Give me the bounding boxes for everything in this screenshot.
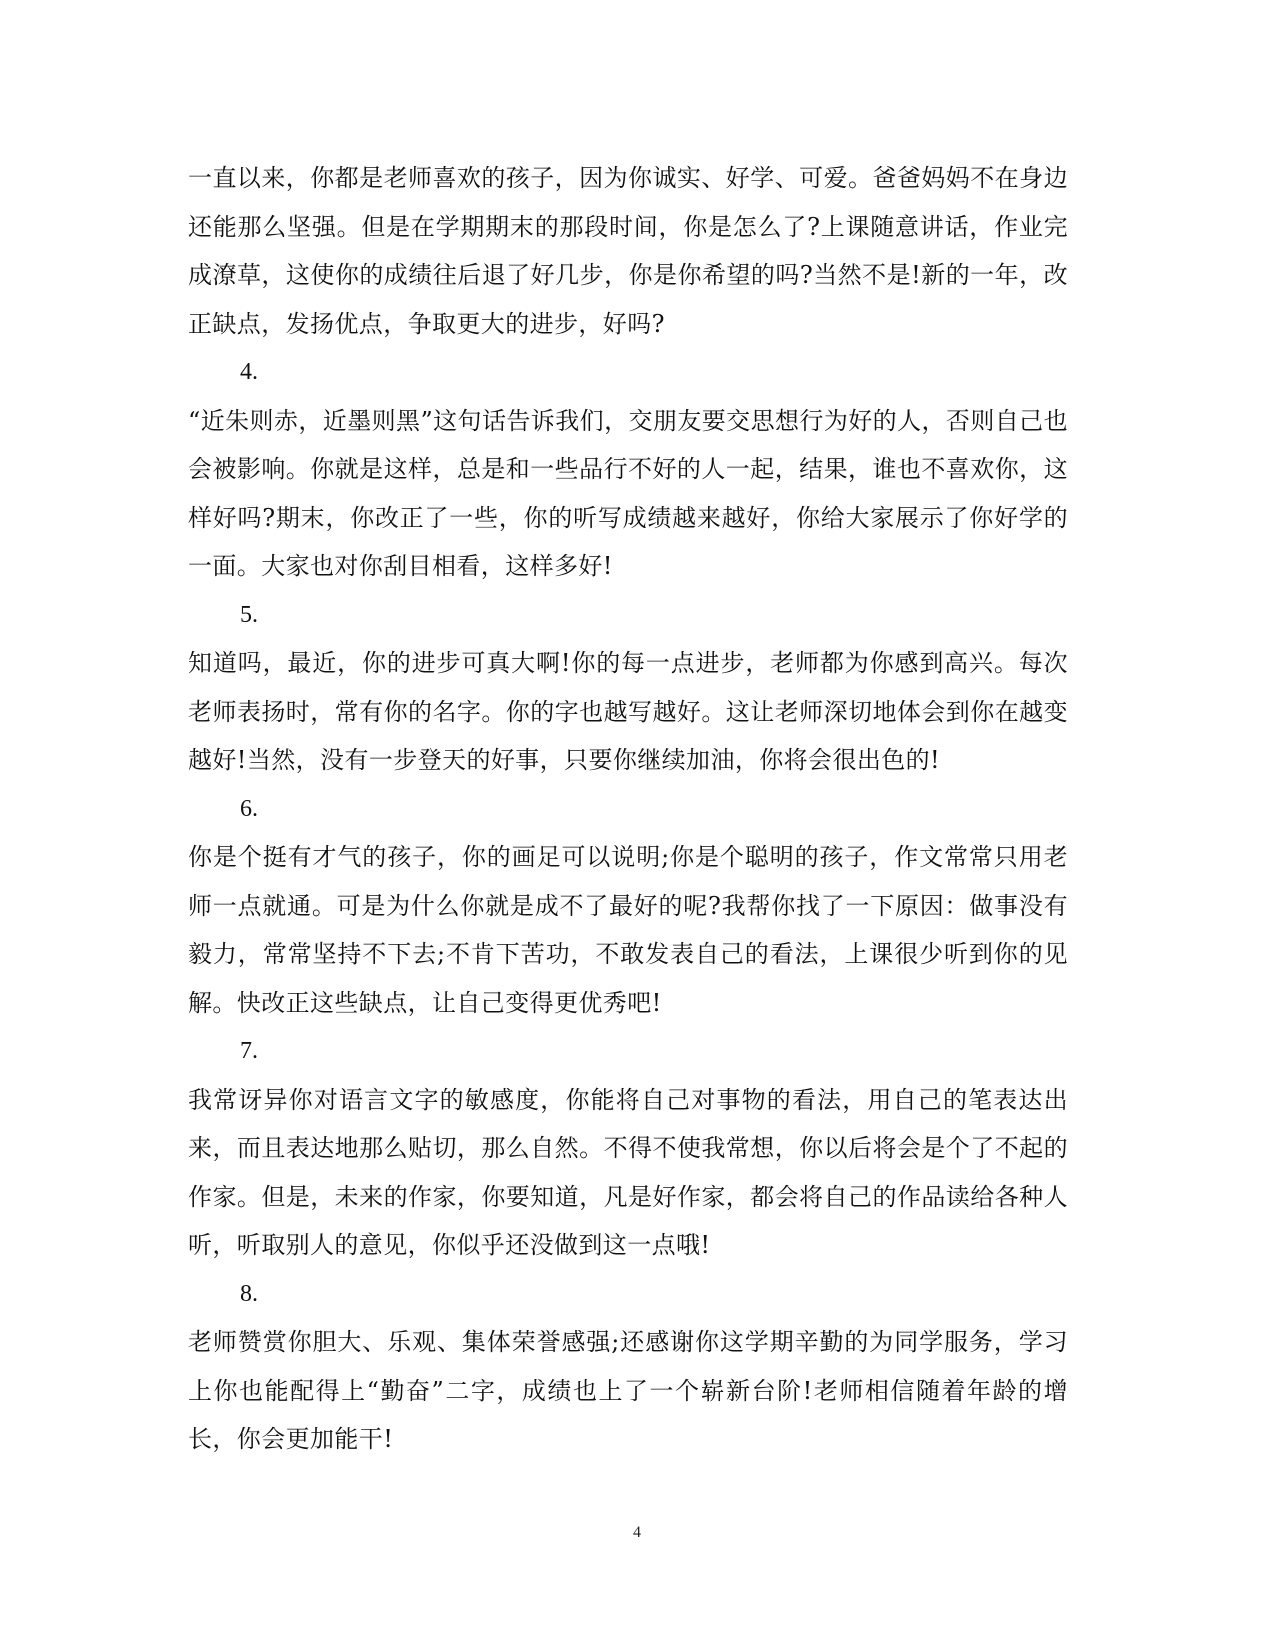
item-number-4: 4. [240, 359, 258, 385]
item-number-7: 7. [240, 1038, 258, 1064]
comment-paragraph-7: 我常讶异你对语言文字的敏感度，你能将自己对事物的看法，用自己的笔表达出来，而且表达地那么贴切，那么自然。不得不使我常想，你以后将会是个了不起的作家。但是，未来的作家，你要知道，凡是好作家，都会将自己的作品读给各种人听，听取别人的意见，你似乎还没做到这一点哦! [188, 1085, 1068, 1259]
document-body [188, 154, 1068, 1464]
item-number-6: 6. [240, 795, 258, 822]
item-number-5: 5. [240, 601, 258, 628]
comment-paragraph-5: 知道吗，最近，你的进步可真大啊!你的每一点进步，老师都为你感到高兴。每次老师表扬时，常有你的名字。你的字也越写越好。这让老师深切地体会到你在越变越好!当然，没有一步登天的好事，只要你继续加油，你将会很出色的! [188, 649, 1068, 774]
comment-paragraph-4: “近朱则赤，近墨则黑”这句话告诉我们，交朋友要交思想行为好的人，否则自己也会被影响。你就是这样，总是和一些品行不好的人一起，结果，谁也不喜欢你，这样好吗?期末，你改正了一些，你的听写成绩越来越好，你给大家展示了你好学的一面。大家也对你刮目相看，这样多好! [188, 406, 1068, 580]
comment-paragraph-6: 你是个挺有才气的孩子，你的画足可以说明;你是个聪明的孩子，作文常常只用老师一点就通。可是为什么你就是成不了最好的呢?我帮你找了一下原因：做事没有毅力，常常坚持不下去;不肯下苦功，不敢发表自己的看法，上课很少听到你的见解。快改正这些缺点，让自己变得更优秀吧! [188, 843, 1068, 1017]
comment-paragraph-3: 一直以来，你都是老师喜欢的孩子，因为你诚实、好学、可爱。爸爸妈妈不在身边还能那么坚强。但是在学期期末的那段时间，你是怎么了?上课随意讲话，作业完成潦草，这使你的成绩往后退了好几步，你是你希望的吗?当然不是!新的一年，改正缺点，发扬优点，争取更大的进步，好吗? [188, 164, 1068, 338]
item-number-8: 8. [240, 1280, 258, 1307]
comment-paragraph-8: 老师赞赏你胆大、乐观、集体荣誉感强;还感谢你这学期辛勤的为同学服务，学习上你也能配得上“勤奋”二字，成绩也上了一个崭新台阶!老师相信随着年龄的增长，你会更加能干! [188, 1328, 1068, 1453]
page-number: 4 [633, 1524, 641, 1541]
